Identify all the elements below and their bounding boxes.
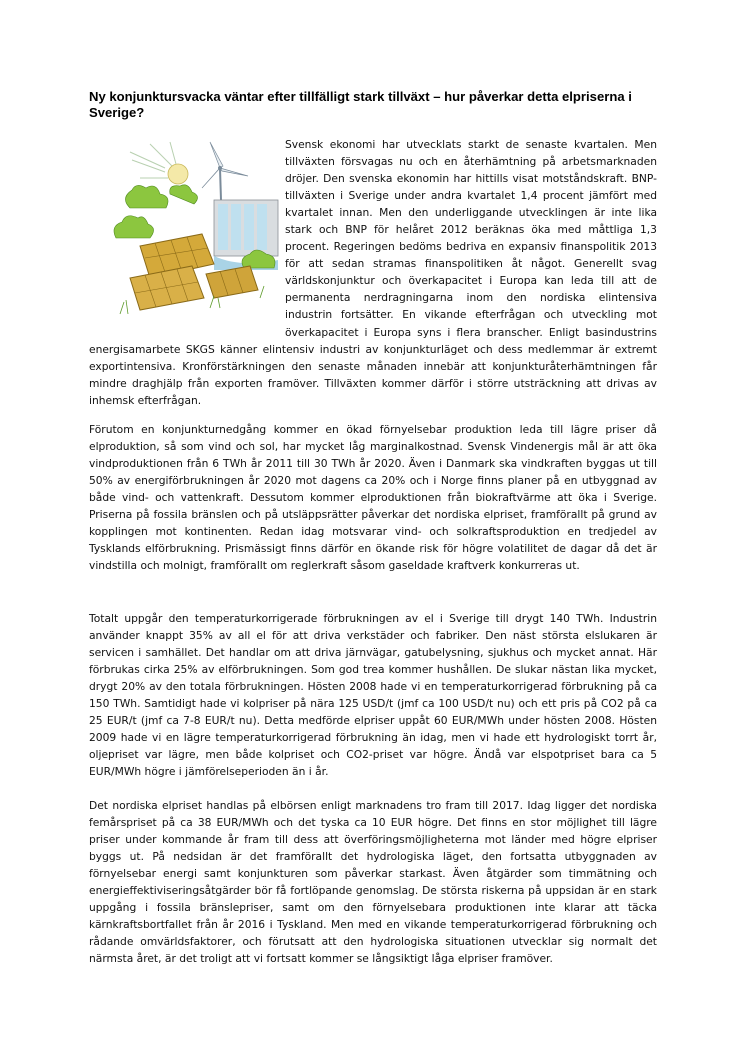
paragraph-2: Förutom en konjunkturnedgång kommer en ökad förnyelsebar produktion leda till lägre priser då elproduktion, så som vind och sol, har mycket låg marginalkostnad. Svensk Vindenergis mål är att öka vindproduktionen från 6 TWh år 2011 till 30 TWh år 2020. Även i Danmark ska vindkraften byggas ut till 50% av energiförbrukningen år 2020 mot dagens ca 20% och i Norge finns planer på en utbyggnad av både vind- och vattenkraft. Dessutom kommer elproduktionen från biokraftvärme att öka i Sverige. Priserna på fossila bränslen och på utsläppsrätter påverkar det nordiska elpriset, framförallt på grund av kopplingen mot kontinenten. Redan idag motsvarar vind- och solkraftsproduktion en tredjedel av Tysklands elförbrukning. Prismässigt finns därför en ökande risk för högre volatilitet de dagar då det är vindstilla och molnigt, framförallt om reglerkraft såsom gaseldade kraftverk konkurreras ut. <box>89 423 657 573</box>
illustration-spacer <box>89 136 285 336</box>
paragraph-3: Totalt uppgår den temperaturkorrigerade förbrukningen av el i Sverige till drygt 140 TWh. Industrin använder knappt 35% av all el för att driva verkstäder och fabriker. Den näst största elslukaren är servicen i samhället. Det handlar om att driva järnvägar, gatubelysning, sjukhus och mycket annat. Här förbrukas cirka 25% av elförbrukningen. Som god trea kommer hushållen. De slukar nästan lika mycket, drygt 20% av den totala förbrukningen. Hösten 2008 hade vi en temperaturkorrigerad förbrukning på ca 150 TWh. Samtidigt hade vi kolpriser på nära 125 USD/t (jmf ca 100 USD/t nu) och ett pris på CO2 på ca 25 EUR/t (jmf ca 7-8 EUR/t nu). Detta medförde elpriser uppåt 60 EUR/MWh under hösten 2008. Hösten 2009 hade vi en lägre temperaturkorrigerad förbrukning än idag, men vi hade ett hydrologiskt torrt år, oljepriset var lägre, men både kolpriset och CO2-priset var högre. Ändå var elspotpriset bara ca 5 EUR/MWh högre i jämförelseperioden än i år. <box>89 612 657 779</box>
document-title: Ny konjunktursvacka väntar efter tillfälligt stark tillväxt – hur påverkar detta elpriserna i Sverige? <box>89 89 632 120</box>
paragraph-1-text: Svensk ekonomi har utvecklats starkt de senaste kvartalen. Men tillväxten försvagas nu och en återhämtning på arbetsmarknaden dröjer. Den svenska ekonomin har hittills visat motståndskraft. BNP-tillväxten i Sverige under andra kvartalet 1,4 procent jämfört med kvartalet innan. Men den underliggande utvecklingen är inte lika stark och BNP för helåret 2012 beräknas öka med måttliga 1,3 procent. Regeringen bedöms bedriva en expansiv finanspolitik 2013 för att sedan stramas finanspolitiken åt något. Generellt svag världskonjunktur och överkapacitet i Europa kan leda till att de permanenta nerdragningarna inom den nordiska elintensiva industrin fortsätter. En vikande efterfrågan och utveckling mot överkapacitet i Europa syns i flera branscher. Enligt basindustrins energisamarbete SKGS känner elintensiv industri av konjunkturläget och dess medlemmar är extremt exportintensiva. Kronförstärkningen den senaste månaden innebär att konjunkturåterhämtningen får mindre draghjälp från exporten framöver. Tillväxten kommer därför i större utsträckning att drivas av inhemsk efterfrågan. <box>89 138 657 407</box>
paragraph-1 <box>89 136 657 409</box>
paragraph-4: Det nordiska elpriset handlas på elbörsen enligt marknadens tro fram till 2017. Idag ligger det nordiska femårspriset på ca 38 EUR/MWh och det tyska ca 10 EUR högre. Det finns en stor möjlighet till lägre priser under kommande år fram till dess att överföringsmöjligheterna mot länder med högre elpriser byggs ut. På nedsidan är det framförallt det hydrologiska läget, den fortsatta utbyggnaden av förnyelsebar energi samt konjunkturen som påverkar starkast. Även åtgärder som timmätning och energieffektiviseringsåtgärder bör få fortlöpande genomslag. De största riskerna på uppsidan är en stark uppgång i fossila bränslepriser, samt om den förnyelsebara produktionen inte klarar att täcka kärnkraftsbortfallet från år 2016 i Tyskland. Men med en vikande temperaturkorrigerad förbrukning och rådande omvärldsfaktorer, och förutsatt att den hydrologiska situationen utvecklar sig normalt det närmsta året, är det troligt att vi fortsatt kommer se långsiktigt låga elpriser framöver. <box>89 799 657 966</box>
